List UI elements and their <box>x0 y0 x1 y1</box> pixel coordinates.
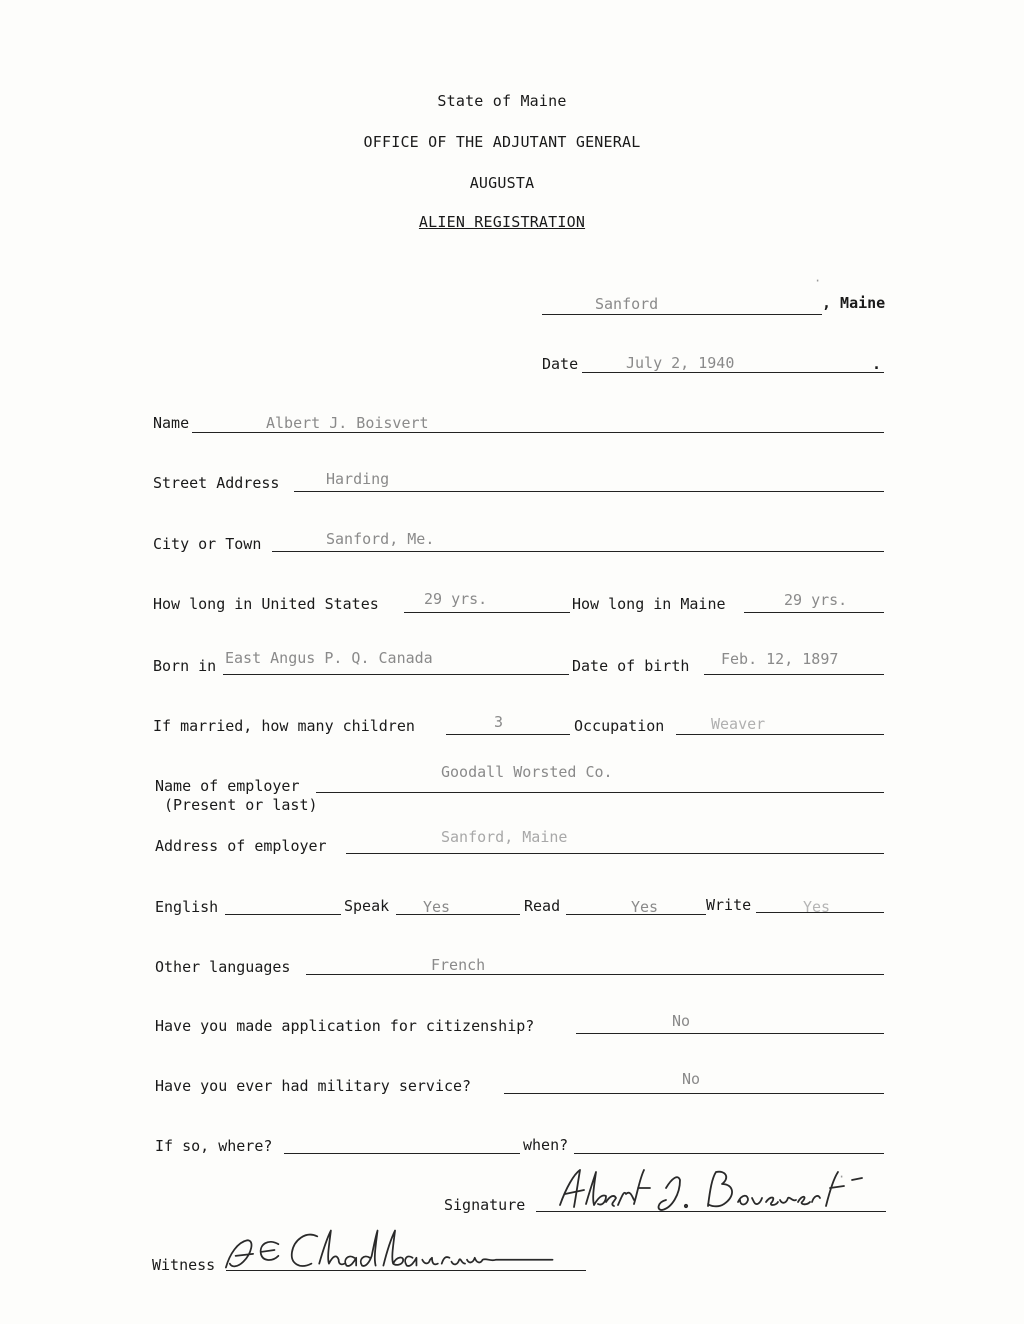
occupation-value: Weaver <box>711 715 766 733</box>
us-years-label: How long in United States <box>153 595 379 613</box>
speak-value: Yes <box>423 898 451 916</box>
header-city: AUGUSTA <box>469 174 535 192</box>
english-line <box>225 914 341 915</box>
write-label: Write <box>706 896 752 914</box>
employer-value: Goodall Worsted Co. <box>441 763 613 781</box>
signature-label: Signature <box>444 1196 526 1214</box>
employer-label: Name of employer <box>155 777 300 795</box>
town-value: Sanford <box>595 295 659 313</box>
military-line <box>504 1093 884 1094</box>
when-line <box>574 1153 884 1154</box>
maine-years-label: How long in Maine <box>572 595 726 613</box>
speak-line <box>396 914 520 915</box>
street-value: Harding <box>326 470 390 488</box>
employer-address-value: Sanford, Maine <box>441 828 568 846</box>
children-line <box>446 734 570 735</box>
town-line <box>542 314 822 315</box>
employer-sublabel: (Present or last) <box>164 796 318 814</box>
where-label: If so, where? <box>155 1137 273 1155</box>
employer-line <box>316 792 884 793</box>
name-value: Albert J. Boisvert <box>266 414 429 432</box>
write-value: Yes <box>803 898 831 916</box>
employer-address-label: Address of employer <box>155 837 327 855</box>
stray-mark: · <box>838 1170 846 1184</box>
witness-handwriting <box>222 1220 572 1280</box>
us-years-value: 29 yrs. <box>424 590 488 608</box>
occupation-line <box>676 734 884 735</box>
read-label: Read <box>524 897 561 915</box>
citizenship-value: No <box>672 1012 691 1030</box>
maine-years-value: 29 yrs. <box>784 591 848 609</box>
children-value: 3 <box>494 713 504 731</box>
city-value: Sanford, Me. <box>326 530 435 548</box>
stray-mark: · <box>814 274 822 288</box>
read-value: Yes <box>631 898 659 916</box>
birth-date-label: Date of birth <box>572 657 690 675</box>
born-in-value: East Angus P. Q. Canada <box>225 649 433 667</box>
date-value: July 2, 1940 <box>626 354 735 372</box>
birth-date-line <box>704 674 884 675</box>
street-line <box>294 491 884 492</box>
born-in-label: Born in <box>153 657 217 675</box>
other-languages-line <box>306 974 884 975</box>
citizenship-label: Have you made application for citizenship? <box>155 1017 535 1035</box>
signature-handwriting <box>540 1160 890 1220</box>
maine-years-line <box>744 612 884 613</box>
date-line <box>582 372 884 373</box>
birth-date-value: Feb. 12, 1897 <box>721 650 839 668</box>
born-in-line <box>223 674 569 675</box>
english-label: English <box>155 898 219 916</box>
military-value: No <box>682 1070 701 1088</box>
other-languages-value: French <box>431 956 486 974</box>
form-title: ALIEN REGISTRATION <box>418 213 586 231</box>
town-suffix: , Maine <box>822 294 886 312</box>
military-label: Have you ever had military service? <box>155 1077 472 1095</box>
speak-label: Speak <box>344 897 390 915</box>
where-line <box>284 1153 520 1154</box>
header-office: OFFICE OF THE ADJUTANT GENERAL <box>363 133 641 151</box>
witness-label: Witness <box>152 1256 216 1274</box>
children-label: If married, how many children <box>153 717 415 735</box>
citizenship-line <box>576 1033 884 1034</box>
other-languages-label: Other languages <box>155 958 291 976</box>
city-line <box>272 551 884 552</box>
name-line <box>192 432 884 433</box>
employer-address-line <box>346 853 884 854</box>
header-state: State of Maine <box>437 92 567 110</box>
date-label: Date <box>542 355 579 373</box>
city-label: City or Town <box>153 535 262 553</box>
us-years-line <box>404 612 570 613</box>
occupation-label: Occupation <box>574 717 665 735</box>
when-label: when? <box>523 1136 569 1154</box>
street-label: Street Address <box>153 474 280 492</box>
date-period: . <box>872 355 882 373</box>
name-label: Name <box>153 414 190 432</box>
